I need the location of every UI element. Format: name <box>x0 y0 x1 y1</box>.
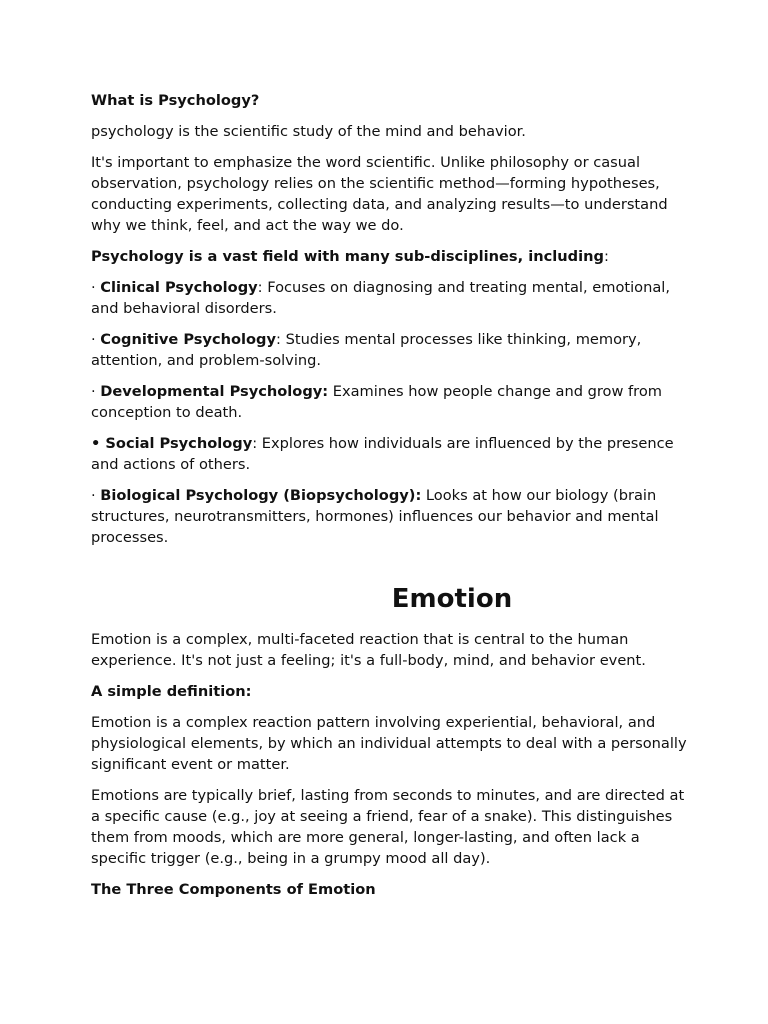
emotion-definition-paragraph: Emotion is a complex reaction pattern involving experiential, behavioral, and physiological elements, by which an individual attempts to deal with a personally significant event or matter. <box>91 714 687 773</box>
section-heading: What is Psychology? <box>91 92 260 109</box>
list-item-text: : Focuses on diagnosing and treating mental, emotional, and behavioral disorders. <box>91 279 670 317</box>
list-item-term: Developmental Psychology: <box>100 383 329 400</box>
list-item-text: : Explores how individuals are influenced by the presence and actions of others. <box>91 435 674 473</box>
emotions-vs-moods-paragraph: Emotions are typically brief, lasting from seconds to minutes, and are directed at a specific cause (e.g., joy at seeing a friend, fear of a snake). This distinguishes them from moods, which are more general, longer-lasting, and often lack a specific trigger (e.g., being in a grumpy mood all day). <box>91 787 685 867</box>
list-item-term: Clinical Psychology <box>100 279 258 296</box>
bullet: • <box>91 435 106 452</box>
subdisciplines-intro-colon: : <box>603 248 609 265</box>
emotion-title: Emotion <box>391 584 513 614</box>
definition-paragraph: psychology is the scientific study of the mind and behavior. <box>91 123 526 140</box>
list-item-text: : Studies mental processes like thinking, memory, attention, and problem-solving. <box>91 331 642 369</box>
subdisciplines-intro <box>91 246 691 267</box>
list-item-term: Social Psychology <box>105 435 253 452</box>
list-item <box>91 433 691 475</box>
emotion-intro-paragraph: Emotion is a complex, multi-faceted reaction that is central to the human experience. It's not just a feeling; it's a full-body, mind, and behavior event. <box>91 631 646 669</box>
list-item-term: Cognitive Psychology <box>100 331 277 348</box>
emphasis-paragraph: It's important to emphasize the word scientific. Unlike philosophy or casual observation, psychology relies on the scientific method—forming hypotheses, conducting experiments, collecting data, and analyzing results—to understand why we think, feel, and act the way we do. <box>91 154 668 234</box>
list-item-text: Examines how people change and grow from conception to death. <box>91 383 662 421</box>
bullet: · <box>91 487 101 504</box>
components-heading: The Three Components of Emotion <box>91 881 376 898</box>
bullet: · <box>91 279 101 296</box>
definition-heading: A simple definition: <box>91 683 252 700</box>
list-item <box>91 329 691 371</box>
document-page <box>91 90 691 910</box>
list-item <box>91 485 691 548</box>
list-item <box>91 381 691 423</box>
bullet: · <box>91 331 101 348</box>
list-item-text: Looks at how our biology (brain structures, neurotransmitters, hormones) influences our behavior and mental processes. <box>91 487 659 546</box>
list-item-term: Biological Psychology (Biopsychology): <box>100 487 422 504</box>
bullet: · <box>91 383 101 400</box>
subdisciplines-intro-text: Psychology is a vast field with many sub-disciplines, including <box>91 248 604 265</box>
list-item <box>91 277 691 319</box>
